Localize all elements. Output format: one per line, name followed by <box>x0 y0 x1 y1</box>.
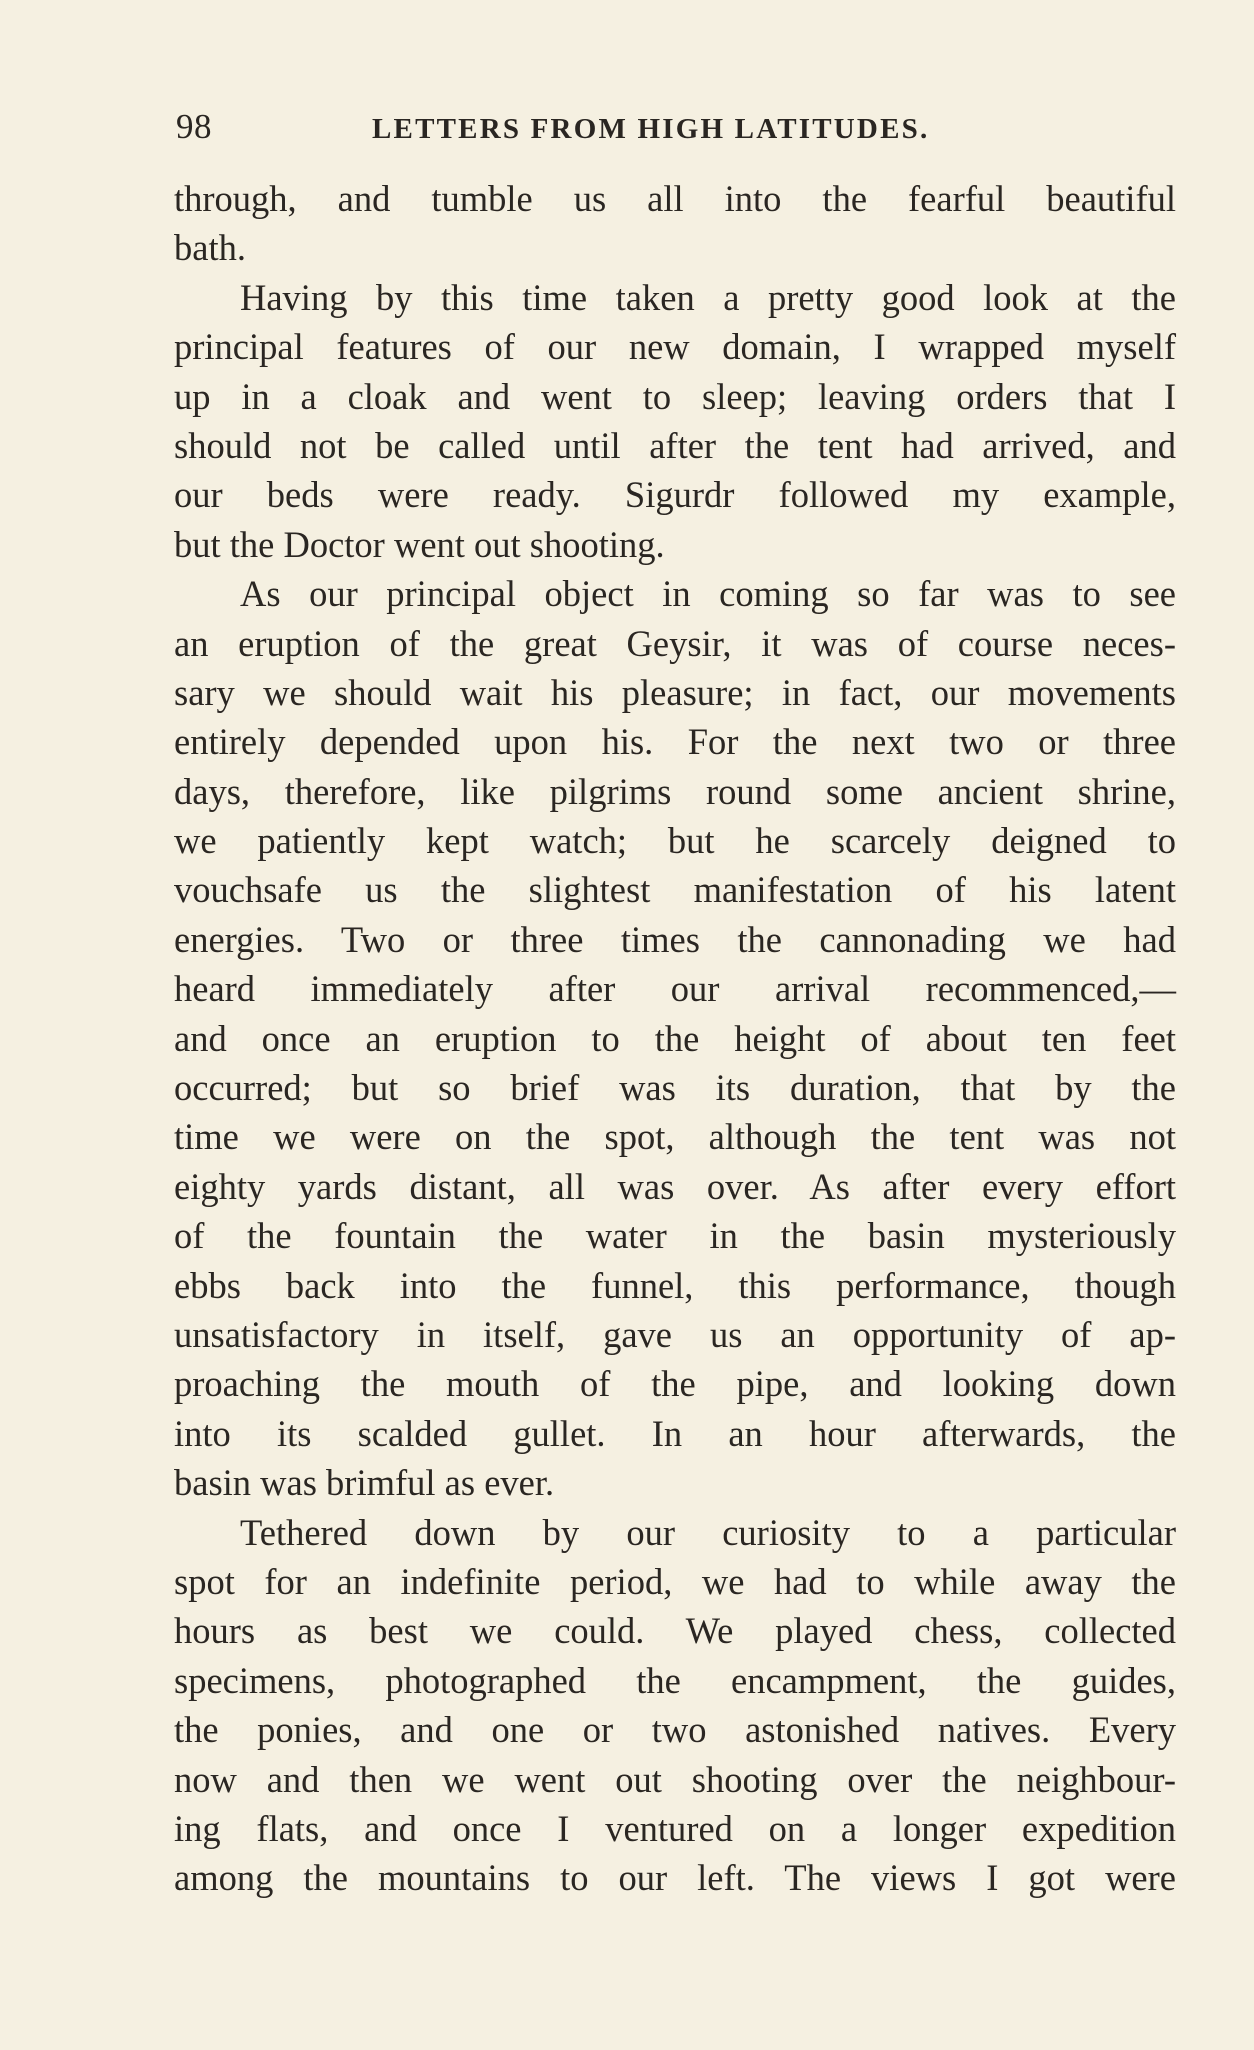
text-line: As our principal object in coming so far was to see <box>240 573 1176 615</box>
text-line: entirely depended upon his. For the next two or three <box>174 721 1176 763</box>
text-line: hours as best we could. We played chess, collected <box>174 1610 1176 1652</box>
body-text <box>174 174 1176 1903</box>
text-line: should not be called until after the tent had arrived, and <box>174 424 1176 466</box>
text-line: an eruption of the great Geysir, it was of course neces- <box>174 622 1176 664</box>
text-line: time we were on the spot, although the tent was not <box>174 1116 1176 1158</box>
text-line: days, therefore, like pilgrims round some ancient shrine, <box>174 770 1176 812</box>
text-line: sary we should wait his pleasure; in fact, our movements <box>174 671 1176 713</box>
page-number: 98 <box>176 107 212 146</box>
text-line: spot for an indefinite period, we had to while away the <box>174 1560 1176 1602</box>
text-line: and once an eruption to the height of about ten feet <box>174 1017 1176 1059</box>
text-line: but the Doctor went out shooting. <box>174 523 665 565</box>
text-line: heard immediately after our arrival recommenced,— <box>174 968 1176 1010</box>
text-line: ebbs back into the funnel, this performance, though <box>174 1264 1176 1306</box>
text-line: occurred; but so brief was its duration, that by the <box>174 1067 1176 1109</box>
text-line: now and then we went out shooting over the neighbour- <box>174 1758 1176 1800</box>
text-line: bath. <box>174 227 246 269</box>
page-header <box>176 102 1176 152</box>
text-line: ing flats, and once I ventured on a longer expedition <box>174 1807 1176 1849</box>
text-line: of the fountain the water in the basin mysteriously <box>174 1215 1176 1257</box>
text-line: principal features of our new domain, I wrapped myself <box>174 326 1176 368</box>
text-line: among the mountains to our left. The views I got were <box>174 1857 1176 1899</box>
text-line: we patiently kept watch; but he scarcely deigned to <box>174 820 1176 862</box>
text-line: energies. Two or three times the cannonading we had <box>174 918 1176 960</box>
text-line: vouchsafe us the slightest manifestation of his latent <box>174 869 1176 911</box>
text-line: basin was brimful as ever. <box>174 1462 555 1504</box>
text-line: through, and tumble us all into the fearful beautiful <box>174 178 1176 219</box>
text-line: eighty yards distant, all was over. As after every effort <box>174 1165 1176 1207</box>
text-line: the ponies, and one or two astonished natives. Every <box>174 1709 1176 1751</box>
text-line: specimens, photographed the encampment, the guides, <box>174 1659 1176 1701</box>
text-line: unsatisfactory in itself, gave us an opportunity of ap- <box>174 1313 1176 1355</box>
text-line: up in a cloak and went to sleep; leaving orders that I <box>174 375 1176 417</box>
text-line: Having by this time taken a pretty good look at the <box>240 276 1176 318</box>
text-line: into its scalded gullet. In an hour afterwards, the <box>174 1412 1176 1454</box>
running-head: LETTERS FROM HIGH LATITUDES. <box>372 113 930 145</box>
text-line: our beds were ready. Sigurdr followed my example, <box>174 474 1176 516</box>
text-line: Tethered down by our curiosity to a particular <box>240 1511 1176 1553</box>
text-line: proaching the mouth of the pipe, and looking down <box>174 1363 1176 1405</box>
